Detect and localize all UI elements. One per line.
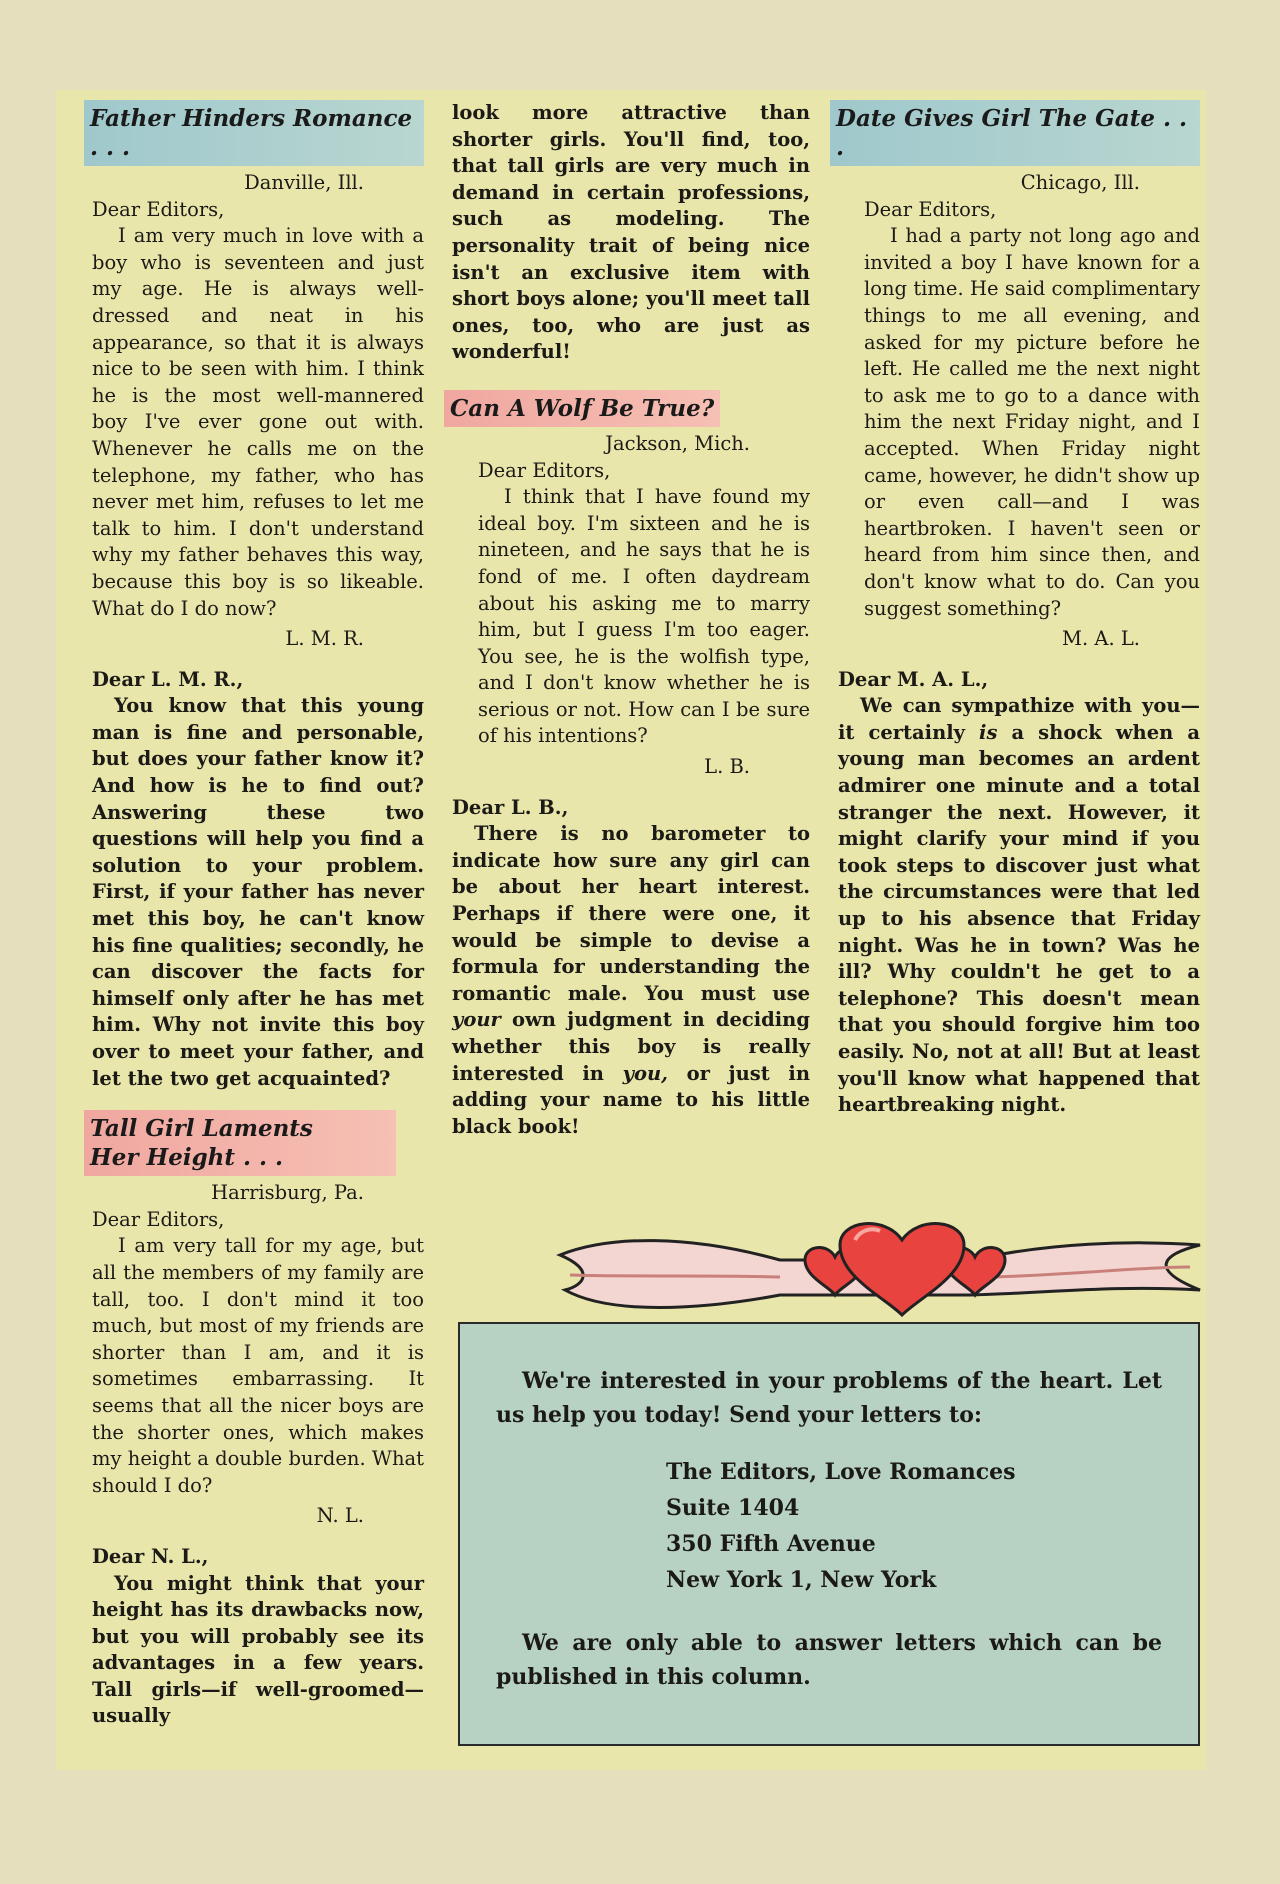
letter3-reply-c: or just in adding your name to his little black book!: [452, 1061, 811, 1138]
letter2-heading-line1: Tall Girl Laments: [90, 1115, 313, 1143]
column-left: [92, 100, 424, 1730]
notice-intro: We're interested in your problems of the heart. Let us help you today! Send your letters to:: [496, 1368, 1162, 1428]
letter3-signature: L. B.: [704, 755, 750, 779]
letter2-heading: [84, 1110, 396, 1176]
notice-note: We are only able to answer letters which can be published in this column.: [496, 1630, 1162, 1690]
letter4-place: Chicago, Ill.: [1020, 171, 1140, 194]
letter1-signature: L. M. R.: [285, 627, 364, 651]
letter3-body: I think that I have found my ideal boy. I'm sixteen and he is nineteen, and he says that he is fond of me. I often daydream about his asking me to marry him, but I guess I'm too eager. You see, he is the wolfish type, and I don't know whether he is serious or not. How can I be sure of his intentions?: [478, 485, 810, 748]
letter2-reply-part1: You might think that your height has its drawbacks now, but you will probably see its advantages in a few years. Tall girls—if well-groomed—usually: [92, 1571, 424, 1728]
letter2-salutation: Dear Editors,: [92, 1207, 225, 1231]
letter3-salutation: Dear Editors,: [478, 458, 611, 482]
letter2-reply-salutation: Dear N. L.,: [92, 1544, 209, 1568]
letter4-body: I had a party not long ago and invited a boy I have known for a long time. He said complimentary things to me all evening, and asked for my picture before he left. He called me the next night to ask me to go to a dance with him the next Friday night, and I accepted. When Friday night came, however, he didn't show up or even call—and I was heartbroken. I haven't seen or heard from him since then, and don't know what to do. Can you suggest something?: [864, 224, 1200, 620]
letter3-reply-salutation: Dear L. B.,: [452, 795, 569, 819]
letter4-reply: [838, 693, 1200, 1119]
letter1-salutation: Dear Editors,: [92, 197, 225, 221]
letter4-heading: Date Gives Girl The Gate . . .: [830, 100, 1200, 166]
letter3-reply-a: There is no barometer to indicate how sure any girl can be about her heart interest. Perhaps if there were one, it would be simple to devise a formula for understanding the romantic male. You must use: [452, 822, 810, 1005]
column-right: [838, 100, 1200, 1119]
submission-notice: [458, 1322, 1200, 1746]
letter3-heading: Can A Wolf Be True?: [444, 390, 720, 427]
address-line: New York 1, New York: [666, 1567, 937, 1593]
letter2-body: I am very tall for my age, but all the members of my family are tall, too. I don't mind it too much, but most of my friends are shorter than I am, and it is sometimes embarrassing. It seems that all the nicer boys are the shorter ones, which makes my height a double burden. What should I do?: [92, 1234, 424, 1497]
letter1-reply-salutation: Dear L. M. R.,: [92, 667, 244, 691]
letter1-body: I am very much in love with a boy who is seventeen and just my age. He is always well-dressed and neat in his appearance, so that it is always nice to be seen with him. I think he is the most well-mannered boy I've ever gone out with. Whenever he calls me on the telephone, my father, who has never met him, refuses to let me talk to him. I don't understand why my father behaves this way, because this boy is so likeable. What do I do now?: [92, 224, 424, 620]
letter2-reply-part2: look more attractive than shorter girls. You'll find, too, that tall girls are very much in demand in certain professions, such as modeling. The personality trait of being nice isn't an exclusive item with short boys alone; you'll meet tall ones, too, who are just as wonderful!: [452, 101, 810, 364]
letter4-reply-em: is: [979, 720, 998, 744]
letter2-heading-line2: Her Height . . .: [90, 1144, 284, 1172]
letter3-reply: [452, 821, 810, 1140]
letter3-reply-b: own judgment in deciding whether this boy is really interested in: [452, 1008, 810, 1085]
hearts-ribbon-decoration: [550, 1215, 1210, 1325]
address-line: 350 Fifth Avenue: [666, 1531, 876, 1557]
letter3-place: Jackson, Mich.: [605, 431, 750, 455]
letter4-signature: M. A. L.: [1062, 627, 1140, 651]
address-line: The Editors, Love Romances: [666, 1459, 1016, 1485]
letter4-reply-salutation: Dear M. A. L.,: [838, 667, 989, 691]
letter4-reply-a: We can sympathize with you—it certainly: [838, 694, 1200, 744]
letter3-reply-em1: your: [452, 1008, 501, 1032]
letter1-reply: You know that this young man is fine and personable, but does your father know it? And how is he to find out? Answering these two questions will help you find a solution to your problem. First, if your father has never met this boy, he can't know his fine qualities; secondly, he can discover the facts for himself only after he has met him. Why not invite this boy over to meet your father, and let the two get acquainted?: [92, 694, 424, 1090]
ribbon-shade-icon: [570, 1275, 780, 1277]
letter3-reply-em2: you,: [622, 1061, 668, 1085]
letter1-heading: Father Hinders Romance . . .: [84, 100, 424, 166]
letter1-place: Danville, Ill.: [244, 171, 364, 194]
address-line: Suite 1404: [666, 1495, 800, 1521]
column-middle: [452, 100, 810, 1140]
letter4-salutation: Dear Editors,: [864, 197, 997, 221]
letter2-place: Harrisburg, Pa.: [211, 1181, 364, 1205]
letter4-reply-b: a shock when a young man becomes an ardent admirer one minute and a total stranger the next. However, it might clarify your mind if you took steps to discover just what the circumstances were that led up to his absence that Friday night. Was he in town? Was he ill? Why couldn't he get to a telephone? This doesn't mean that you should forgive him too easily. No, not at all! But at least you'll know what happened that heartbreaking night.: [838, 720, 1200, 1117]
notice-address: [666, 1454, 1162, 1598]
letter2-signature: N. L.: [316, 1504, 364, 1528]
